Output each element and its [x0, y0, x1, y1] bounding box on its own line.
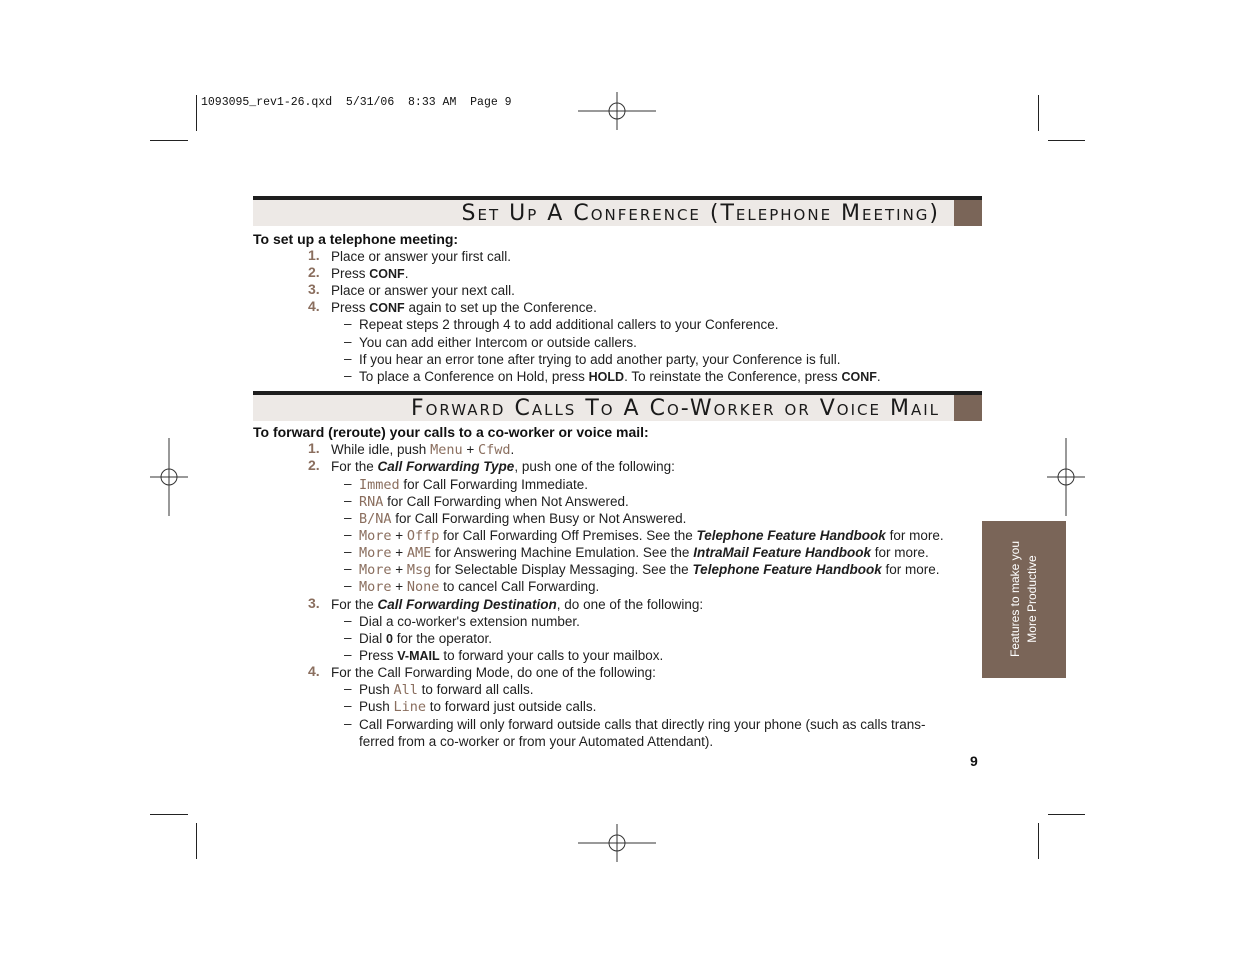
forward-type-option: Immed for Call Forwarding Immediate.	[359, 477, 588, 493]
conf-key-label: CONF	[369, 301, 405, 315]
step-number: 2.	[308, 457, 320, 473]
registration-mark-icon	[578, 824, 656, 862]
conference-note: To place a Conference on Hold, press HOLD. To reinstate the Conference, press CONF.	[359, 369, 881, 384]
softkey-label: B/NA	[359, 511, 392, 527]
step-number: 1.	[308, 247, 320, 263]
forward-mode-note: Call Forwarding will only forward outside calls that directly ring your phone (such as calls trans-	[359, 717, 926, 732]
registration-mark-icon	[578, 92, 656, 130]
step-number: 1.	[308, 440, 320, 456]
conference-step-2: Press CONF.	[331, 266, 409, 281]
bullet-dash: –	[344, 647, 352, 662]
registration-mark-icon	[150, 438, 188, 516]
chapter-side-tab	[982, 521, 1066, 678]
conference-note: If you hear an error tone after trying to add another party, your Conference is full.	[359, 352, 841, 367]
crop-mark	[150, 814, 188, 815]
forward-step-3: For the Call Forwarding Destination, do one of the following:	[331, 597, 704, 612]
page-number: 9	[970, 753, 978, 769]
bullet-dash: –	[344, 527, 352, 542]
softkey-label: All	[393, 682, 418, 698]
bullet-dash: –	[344, 544, 352, 559]
step-number: 3.	[308, 281, 320, 297]
crop-mark	[196, 95, 197, 131]
softkey-label: More	[359, 545, 392, 561]
step-number: 3.	[308, 595, 320, 611]
conf-key-label: CONF	[841, 370, 877, 384]
softkey-label: More	[359, 579, 392, 595]
softkey-label: None	[406, 579, 440, 595]
bullet-dash: –	[344, 561, 352, 576]
forward-mode-option: Push All to forward all calls.	[359, 682, 534, 698]
forward-type-option: B/NA for Call Forwarding when Busy or Not Answered.	[359, 511, 687, 527]
bullet-dash: –	[344, 578, 352, 593]
forward-step-1: While idle, push Menu + Cfwd.	[331, 442, 515, 458]
step-number: 2.	[308, 264, 320, 280]
crop-mark	[1038, 823, 1039, 859]
bullet-dash: –	[344, 493, 352, 508]
softkey-label: Line	[393, 699, 427, 715]
bullet-dash: –	[344, 316, 352, 331]
forward-step-4: For the Call Forwarding Mode, do one of the following:	[331, 665, 656, 680]
conference-section-title: Set Up A Conference (Telephone Meeting)	[461, 201, 940, 226]
step-number: 4.	[308, 663, 320, 679]
bullet-dash: –	[344, 351, 352, 366]
file-slug: 1093095_rev1-26.qxd 5/31/06 8:33 AM Page 9	[201, 96, 512, 109]
crop-mark	[150, 140, 188, 141]
forward-mode-note-continued: ferred from a co-worker or from your Automated Attendant).	[359, 734, 714, 749]
step-number: 4.	[308, 298, 320, 314]
conf-key-label: CONF	[369, 267, 405, 281]
softkey-cfwd: Cfwd	[477, 442, 511, 458]
softkey-label: Msg	[406, 562, 432, 578]
crop-mark	[1048, 140, 1085, 141]
operator-key-label: 0	[386, 632, 393, 646]
bullet-dash: –	[344, 368, 352, 383]
conference-step-3: Place or answer your next call.	[331, 283, 515, 298]
hold-key-label: HOLD	[588, 370, 625, 384]
softkey-label: AME	[406, 545, 432, 561]
banner-tab	[954, 395, 982, 421]
bullet-dash: –	[344, 681, 352, 696]
side-tab-line-2: More Productive	[1025, 555, 1039, 643]
crop-mark	[1038, 95, 1039, 131]
forward-destination-option: Dial a co-worker's extension number.	[359, 614, 580, 629]
softkey-menu: Menu	[430, 442, 463, 458]
conference-step-4: Press CONF again to set up the Conference.	[331, 300, 597, 315]
softkey-label: More	[359, 562, 392, 578]
crop-mark	[196, 823, 197, 859]
forward-destination-option: Press V-MAIL to forward your calls to your mailbox.	[359, 648, 664, 663]
softkey-label: Immed	[359, 477, 400, 493]
softkey-label: Offp	[406, 528, 440, 544]
bullet-dash: –	[344, 716, 352, 731]
forward-type-option: More + None to cancel Call Forwarding.	[359, 579, 600, 595]
softkey-label: RNA	[359, 494, 384, 510]
forward-type-option: More + AME for Answering Machine Emulation. See the IntraMail Feature Handbook for more.	[359, 545, 929, 561]
bullet-dash: –	[344, 476, 352, 491]
softkey-label: More	[359, 528, 392, 544]
bullet-dash: –	[344, 698, 352, 713]
forward-section-banner	[253, 391, 982, 421]
bullet-dash: –	[344, 630, 352, 645]
forward-heading: To forward (reroute) your calls to a co-worker or voice mail:	[253, 424, 649, 440]
bullet-dash: –	[344, 334, 352, 349]
conference-section-banner	[253, 196, 982, 226]
forward-section-title: Forward Calls To A Co-Worker or Voice Mail	[410, 396, 940, 421]
conference-heading: To set up a telephone meeting:	[253, 231, 459, 247]
vmail-key-label: V-MAIL	[397, 649, 440, 663]
side-tab-line-1: Features to make you	[1008, 540, 1022, 658]
forward-type-option: More + Msg for Selectable Display Messaging. See the Telephone Feature Handbook for more.	[359, 562, 940, 578]
forward-step-2: For the Call Forwarding Type, push one of the following:	[331, 459, 675, 474]
crop-mark	[1048, 814, 1085, 815]
forward-type-option: More + Offp for Call Forwarding Off Premises. See the Telephone Feature Handbook for more.	[359, 528, 944, 544]
bullet-dash: –	[344, 613, 352, 628]
conference-note: You can add either Intercom or outside callers.	[359, 335, 637, 350]
banner-tab	[954, 200, 982, 226]
forward-mode-option: Push Line to forward just outside calls.	[359, 699, 597, 715]
forward-type-option: RNA for Call Forwarding when Not Answered.	[359, 494, 629, 510]
bullet-dash: –	[344, 510, 352, 525]
conference-note: Repeat steps 2 through 4 to add additional callers to your Conference.	[359, 317, 779, 332]
registration-mark-icon	[1047, 438, 1085, 516]
forward-destination-option: Dial 0 for the operator.	[359, 631, 493, 646]
conference-step-1: Place or answer your first call.	[331, 249, 512, 264]
chapter-side-tab-label	[1007, 541, 1041, 657]
